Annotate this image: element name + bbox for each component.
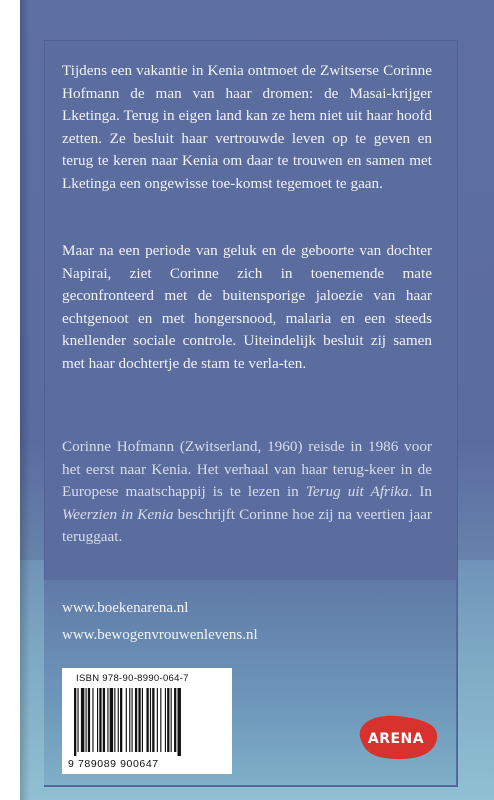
author-bio-text-3: beschrijft Corinne hoe zij na veertien jaar teruggaat. [62,505,432,546]
blurb-paragraph-2: Maar na een periode van geluk en de geboorte van dochter Napirai, ziet Corinne zich in toenemende mate geconfronteerd met de buitensporige jaloezie van haar echtgenoot en met hongersnood, malaria en een steeds knellender sociale controle. Uiteindelijk besluit zij samen met haar dochtertje de stam te verla-ten. [62,242,432,372]
isbn-label: ISBN 978-90-8990-064-7 [76,673,189,684]
barcode-icon [72,688,224,756]
author-bio [62,436,432,549]
website-link-boekenarena[interactable]: www.boekenarena.nl [62,600,189,616]
isbn-barcode-box [62,668,232,774]
publisher-logo-text: ARENA [367,731,425,747]
author-bio-text-1: Corinne Hofmann (Zwitserland, 1960) reisde in 1986 voor het eerst naar Kenia. Het verhaal van haar terug-keer in de Europese maatschappij is te lezen in [62,438,432,501]
book-title-terug-uit-afrika: Terug uit Afrika [305,483,409,501]
author-bio-text-2: . In [408,483,432,501]
barcode-digits: 9 789089 900647 [68,758,159,770]
blurb-paragraph-1: Tijdens een vakantie in Kenia ontmoet de Zwitserse Corinne Hofmann de man van haar dromen: de Masai-krijger Lketinga. Terug in eigen land kan ze hem niet uit haar hoofd zetten. Ze besluit haar vertrouwde leven op te geven en terug te keren naar Kenia om daar te trouwen en samen met Lketinga een ongewisse toe-komst tegemoet te gaan. [62,62,432,192]
website-link-bewogenvrouwenlevens[interactable]: www.bewogenvrouwenlevens.nl [62,627,258,643]
spine-shadow [20,0,30,800]
book-title-weerzien-in-kenia: Weerzien in Kenia [62,505,174,523]
